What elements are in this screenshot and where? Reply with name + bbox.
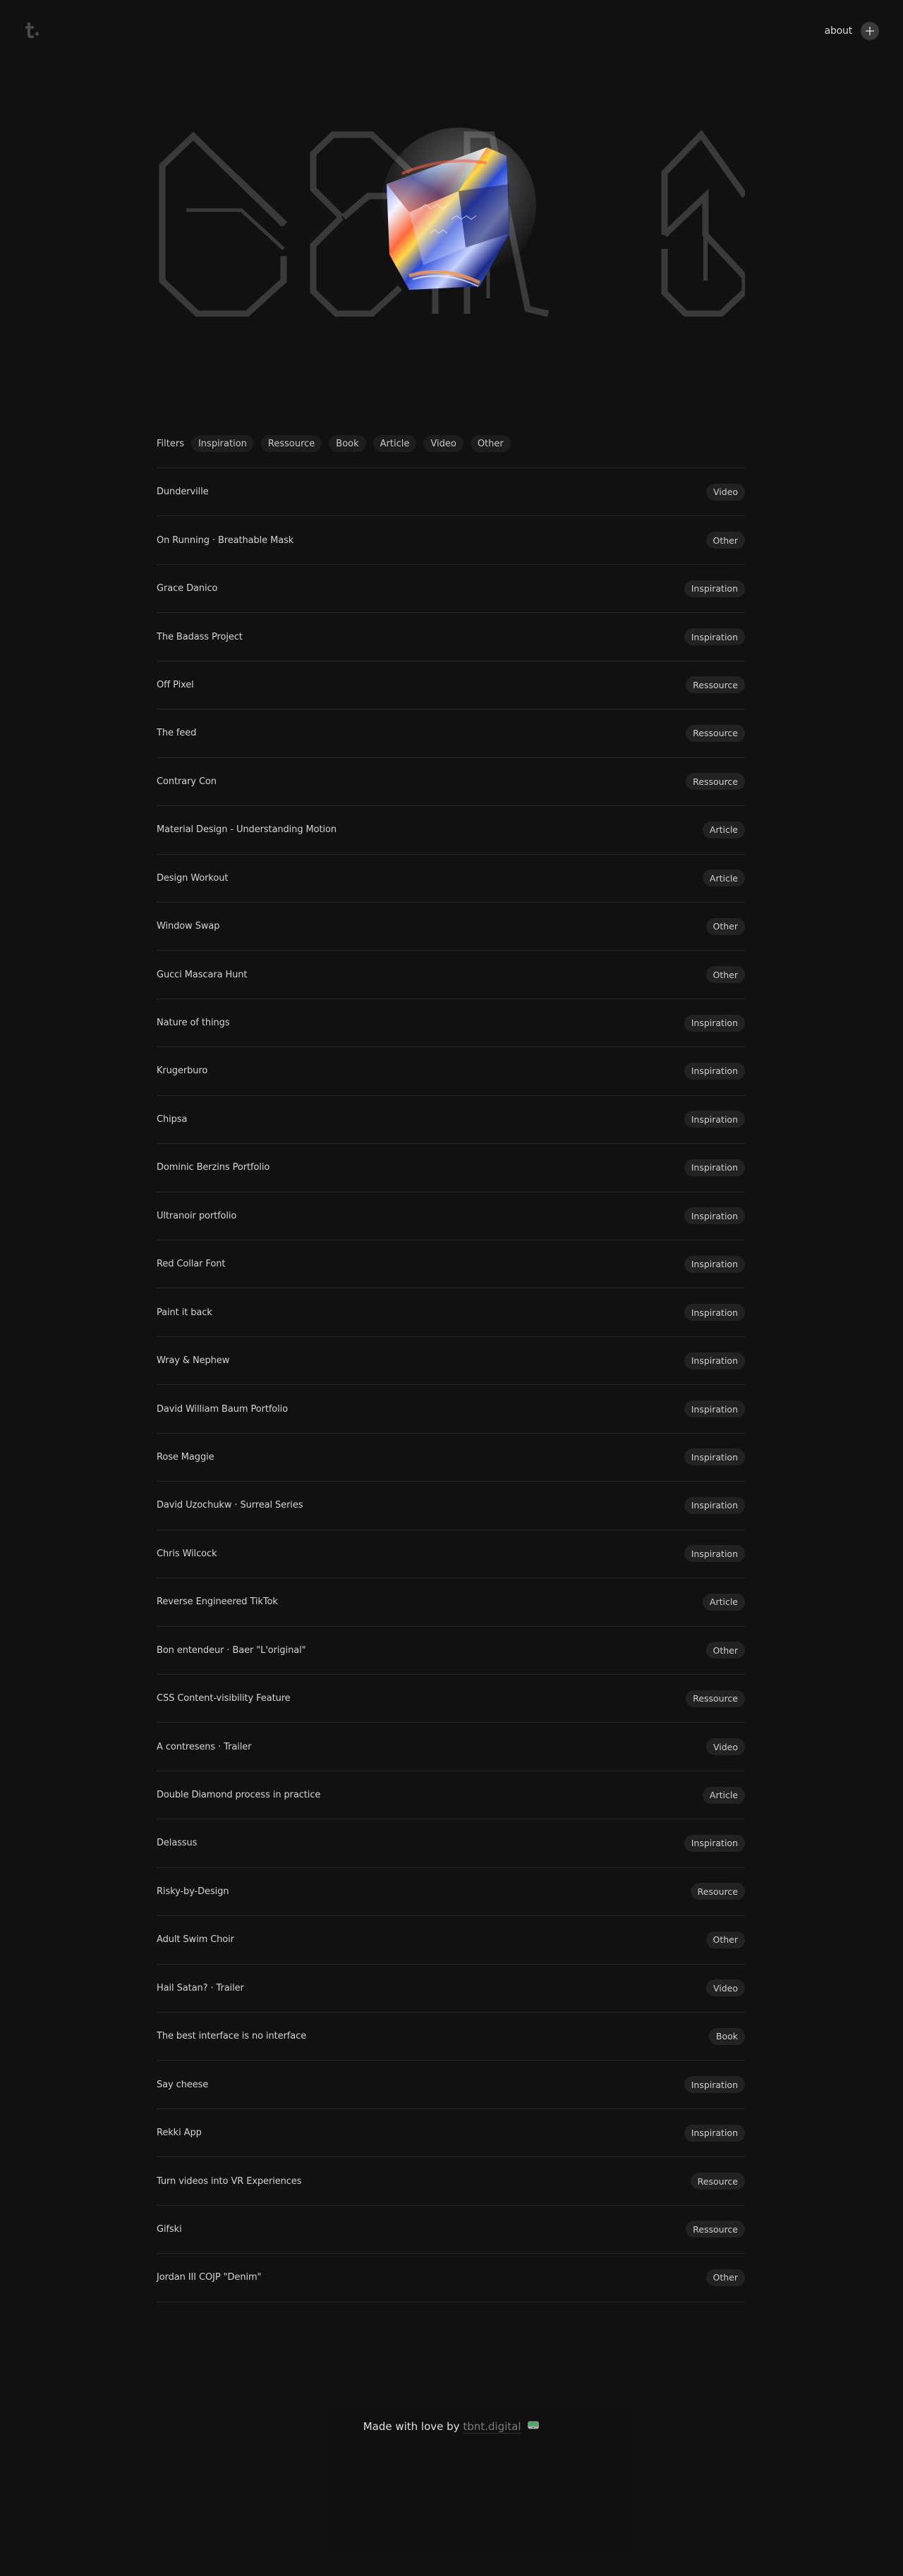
- item-title: On Running · Breathable Mask: [157, 535, 294, 546]
- item-tag: Inspiration: [684, 1304, 745, 1321]
- list-item[interactable]: [157, 1916, 745, 1964]
- list-item[interactable]: [157, 1385, 745, 1433]
- item-title: CSS Content-visibility Feature: [157, 1693, 291, 1704]
- item-tag: Book: [709, 2028, 745, 2045]
- item-tag: Inspiration: [684, 1545, 745, 1562]
- filter-other[interactable]: Other: [471, 435, 511, 452]
- about-button[interactable]: [861, 22, 879, 40]
- filter-ressource[interactable]: Ressource: [261, 435, 322, 452]
- item-title: Red Collar Font: [157, 1259, 226, 1270]
- list-item[interactable]: [157, 1096, 745, 1144]
- list-item[interactable]: [157, 855, 745, 903]
- item-title: Bon entendeur · Baer "L'original": [157, 1644, 306, 1656]
- list-item[interactable]: [157, 951, 745, 999]
- item-title: Say cheese: [157, 2079, 209, 2090]
- computer-icon: [527, 2421, 540, 2431]
- item-title: Turn videos into VR Experiences: [157, 2175, 302, 2187]
- item-tag: Inspiration: [684, 1063, 745, 1080]
- filters-label: Filters: [157, 438, 184, 449]
- item-title: Chris Wilcock: [157, 1548, 217, 1559]
- footer-credit-link[interactable]: tbnt.digital: [463, 2420, 521, 2433]
- list-item[interactable]: [157, 999, 745, 1047]
- list-item[interactable]: [157, 1288, 745, 1336]
- list-item[interactable]: [157, 709, 745, 757]
- item-title: Nature of things: [157, 1018, 230, 1029]
- item-tag: Inspiration: [684, 1015, 745, 1032]
- list-item[interactable]: [157, 1868, 745, 1916]
- filter-article[interactable]: Article: [373, 435, 417, 452]
- item-tag: Other: [706, 1931, 746, 1948]
- item-title: Double Diamond process in practice: [157, 1790, 321, 1801]
- item-tag: Video: [706, 1738, 745, 1755]
- list-item[interactable]: [157, 1144, 745, 1192]
- item-tag: Ressource: [686, 725, 745, 742]
- about-label[interactable]: about: [824, 25, 852, 37]
- item-tag: Article: [703, 822, 745, 838]
- list-item[interactable]: [157, 468, 745, 516]
- holographic-gem-image: [381, 142, 522, 293]
- list-item[interactable]: [157, 758, 745, 806]
- filter-inspiration[interactable]: Inspiration: [191, 435, 254, 452]
- item-tag: Inspiration: [684, 1497, 745, 1514]
- item-title: Gucci Mascara Hunt: [157, 969, 248, 980]
- item-tag: Ressource: [686, 1690, 745, 1707]
- item-title: Reverse Engineered TikTok: [157, 1597, 278, 1608]
- item-tag: Inspiration: [684, 1353, 745, 1369]
- item-tag: Other: [706, 966, 746, 983]
- item-tag: Inspiration: [684, 1835, 745, 1852]
- item-tag: Other: [706, 532, 746, 549]
- item-title: Window Swap: [157, 921, 220, 932]
- list-item[interactable]: [157, 1434, 745, 1482]
- footer-text: Made with love by: [363, 2420, 460, 2433]
- item-title: Dominic Berzins Portfolio: [157, 1162, 270, 1173]
- list-item[interactable]: [157, 516, 745, 564]
- item-tag: Inspiration: [684, 2076, 745, 2093]
- list-item[interactable]: [157, 2013, 745, 2061]
- filters-bar: [157, 435, 511, 452]
- list-item[interactable]: [157, 1240, 745, 1288]
- filter-video[interactable]: Video: [423, 435, 463, 452]
- item-tag: Other: [706, 918, 746, 935]
- gem-icon: [381, 142, 522, 293]
- list-item[interactable]: [157, 806, 745, 854]
- item-tag: Inspiration: [684, 1256, 745, 1273]
- item-title: Ultranoir portfolio: [157, 1210, 237, 1221]
- item-title: David Uzochukw · Surreal Series: [157, 1500, 303, 1511]
- about-toggle[interactable]: [825, 22, 879, 40]
- filter-book[interactable]: Book: [329, 435, 365, 452]
- list-item[interactable]: [157, 2109, 745, 2157]
- item-title: The best interface is no interface: [157, 2031, 307, 2042]
- item-title: Paint it back: [157, 1307, 212, 1318]
- list-item[interactable]: [157, 2061, 745, 2108]
- item-tag: Inspiration: [684, 1207, 745, 1224]
- item-title: Material Design - Understanding Motion: [157, 824, 337, 836]
- list-item[interactable]: [157, 2254, 745, 2302]
- item-tag: Inspiration: [684, 628, 745, 645]
- item-tag: Inspiration: [684, 1448, 745, 1465]
- item-title: Design Workout: [157, 872, 229, 884]
- item-title: Grace Danico: [157, 583, 218, 594]
- list-item[interactable]: [157, 1578, 745, 1626]
- item-title: A contresens · Trailer: [157, 1741, 252, 1752]
- item-title: Krugerburo: [157, 1066, 208, 1077]
- item-title: Dunderville: [157, 487, 209, 498]
- footer: [0, 2420, 903, 2433]
- item-tag: Ressource: [686, 2221, 745, 2238]
- item-title: Chipsa: [157, 1113, 188, 1125]
- item-title: Contrary Con: [157, 776, 217, 787]
- item-tag: Inspiration: [684, 1400, 745, 1417]
- item-title: Gifski: [157, 2223, 182, 2235]
- gems-list: [157, 468, 745, 2302]
- list-item[interactable]: [157, 1482, 745, 1530]
- item-title: Wray & Nephew: [157, 1355, 230, 1367]
- item-tag: Ressource: [686, 676, 745, 693]
- logo-icon: [23, 21, 40, 39]
- list-item[interactable]: [157, 2157, 745, 2205]
- list-item[interactable]: [157, 903, 745, 951]
- item-tag: Article: [703, 1594, 745, 1611]
- item-tag: Inspiration: [684, 2125, 745, 2142]
- item-tag: Inspiration: [684, 580, 745, 597]
- item-title: Off Pixel: [157, 679, 194, 690]
- hero-title: [157, 129, 745, 317]
- item-title: Risky-by-Design: [157, 1886, 229, 1897]
- list-item[interactable]: [157, 613, 745, 661]
- item-title: David William Baum Portfolio: [157, 1403, 289, 1415]
- item-tag: Inspiration: [684, 1111, 745, 1128]
- list-item[interactable]: [157, 661, 745, 709]
- list-item[interactable]: [157, 565, 745, 613]
- site-logo[interactable]: [23, 21, 40, 39]
- plus-icon: [865, 26, 875, 36]
- list-item[interactable]: [157, 1530, 745, 1578]
- item-tag: Other: [706, 1642, 746, 1659]
- list-item[interactable]: [157, 1675, 745, 1723]
- item-title: Jordan III COJP "Denim": [157, 2272, 262, 2283]
- list-item[interactable]: [157, 1627, 745, 1675]
- item-tag: Video: [706, 1979, 745, 1996]
- item-tag: Inspiration: [684, 1159, 745, 1176]
- item-tag: Ressource: [686, 773, 745, 790]
- item-title: Adult Swim Choir: [157, 1934, 234, 1946]
- item-title: Hail Satan? · Trailer: [157, 1982, 244, 1994]
- list-item[interactable]: [157, 1192, 745, 1240]
- item-tag: Other: [706, 2269, 746, 2286]
- list-item[interactable]: [157, 1771, 745, 1819]
- item-title: Rekki App: [157, 2128, 202, 2139]
- list-item[interactable]: [157, 1723, 745, 1771]
- item-tag: Video: [706, 484, 745, 501]
- item-tag: Resource: [691, 1883, 745, 1900]
- list-item[interactable]: [157, 1047, 745, 1095]
- item-tag: Resource: [691, 2173, 745, 2190]
- item-title: The Badass Project: [157, 631, 243, 642]
- item-tag: Article: [703, 869, 745, 886]
- item-tag: Article: [703, 1787, 745, 1804]
- list-item[interactable]: [157, 1819, 745, 1867]
- list-item[interactable]: [157, 1337, 745, 1385]
- item-title: Rose Maggie: [157, 1451, 214, 1463]
- item-title: Delassus: [157, 1838, 198, 1849]
- list-item[interactable]: [157, 2206, 745, 2254]
- item-title: The feed: [157, 728, 197, 739]
- list-item[interactable]: [157, 1965, 745, 2013]
